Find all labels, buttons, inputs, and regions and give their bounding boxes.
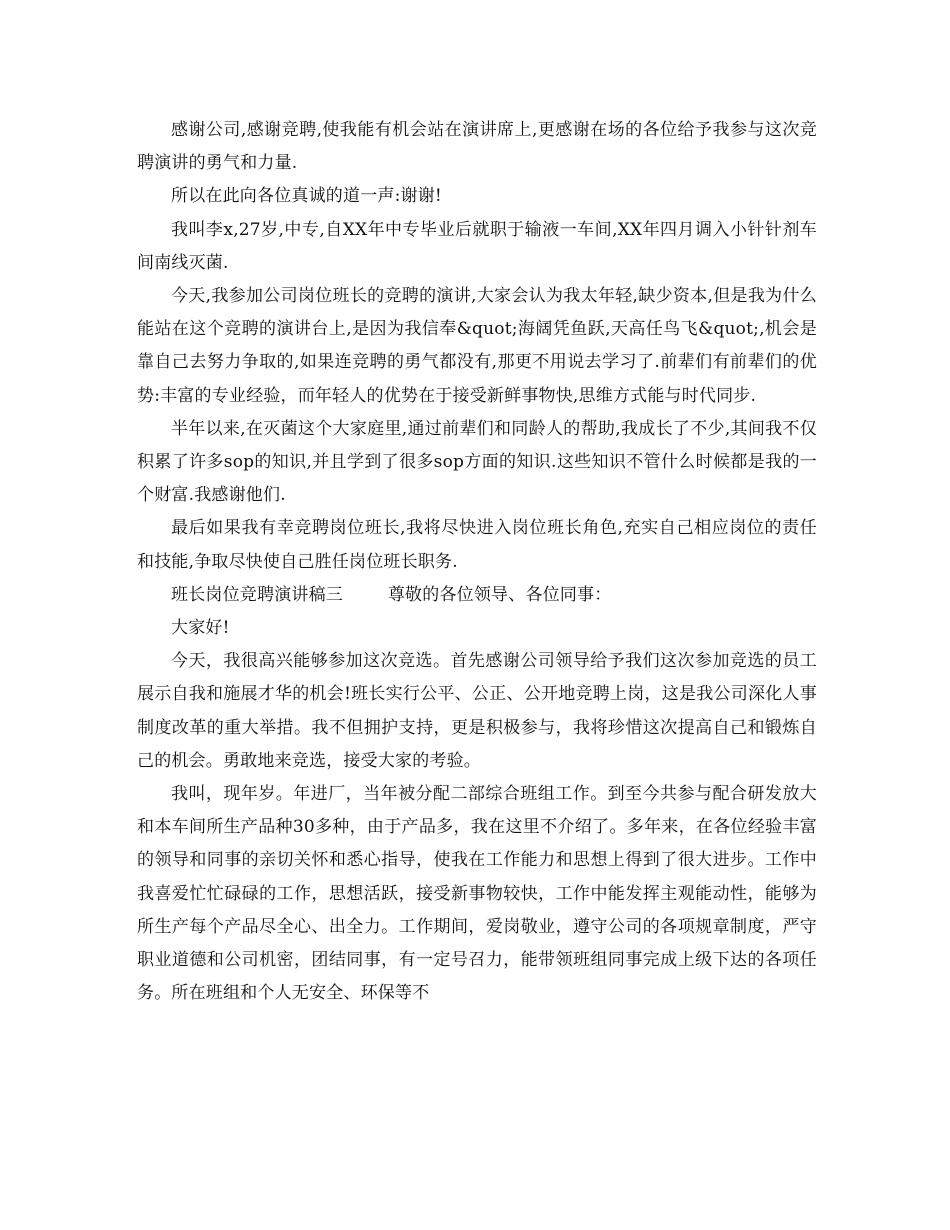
section-heading-line (137, 579, 817, 612)
section-title: 班长岗位竞聘演讲稿三 (171, 584, 343, 605)
paragraph-experience: 我叫，现年岁。年进厂，当年被分配二部综合班组工作。到至今共参与配合研发放大和本车间所生产品种30多种，由于产品多，我在这里不介绍了。多年来，在各位经验丰富的领导和同事的亲切关怀和悉心指导，使我在工作能力和思想上得到了很大进步。工作中我喜爱忙忙碌碌的工作，思想活跃，接受新事物较快，工作中能发挥主观能动性，能够为所生产每个产品尽全心、出全力。工作期间，爱岗敬业，遵守公司的各项规章制度，严守职业道德和公司机密，团结同事，有一定号召力，能带领班组同事完成上级下达的各项任务。所在班组和个人无安全、环保等不 (137, 784, 817, 1004)
paragraph-growth: 半年以来,在灭菌这个大家庭里,通过前辈们和同龄人的帮助,我成长了不少,其间我不仅积累了许多sop的知识,并且学到了很多sop方面的知识.这些知识不管什么时候都是我的一个财富.我感谢他们. (137, 418, 817, 506)
paragraph-motivation: 今天,我参加公司岗位班长的竞聘的演讲,大家会认为我太年轻,缺少资本,但是我为什么能站在这个竞聘的演讲台上,是因为我信奉&quot;海阔凭鱼跃,天高任鸟飞&quot;,机会是靠自己去努力争取的,如果连竞聘的勇气都没有,那更不用说去学习了.前辈们有前辈们的优势:丰富的专业经验，而年轻人的优势在于接受新鲜事物快,思维方式能与时代同步. (137, 286, 817, 406)
paragraph-commitment: 最后如果我有幸竞聘岗位班长,我将尽快进入岗位班长角色,充实自己相应岗位的责任和技能,争取尽快使自己胜任岗位班长职务. (137, 518, 817, 572)
document-body (137, 114, 817, 1010)
paragraph-gratitude: 所以在此向各位真诚的道一声:谢谢! (171, 186, 442, 207)
paragraph-self-intro: 我叫李x,27岁,中专,自XX年中专毕业后就职于输液一车间,XX年四月调入小针针剂车间南线灭菌. (137, 219, 817, 273)
salutation: 尊敬的各位领导、各位同事： (387, 584, 612, 605)
paragraph-opening: 今天，我很高兴能够参加这次竞选。首先感谢公司领导给予我们这次参加竞选的员工展示自我和施展才华的机会!班长实行公平、公正、公开地竞聘上岗，这是我公司深化人事制度改革的重大举措。我不但拥护支持，更是积极参与，我将珍惜这次提高自己和锻炼自己的机会。勇敢地来竞选，接受大家的考验。 (137, 651, 817, 771)
greeting: 大家好! (171, 618, 230, 639)
paragraph-thanks: 感谢公司,感谢竞聘,使我能有机会站在演讲席上,更感谢在场的各位给予我参与这次竞聘演讲的勇气和力量. (137, 120, 817, 174)
